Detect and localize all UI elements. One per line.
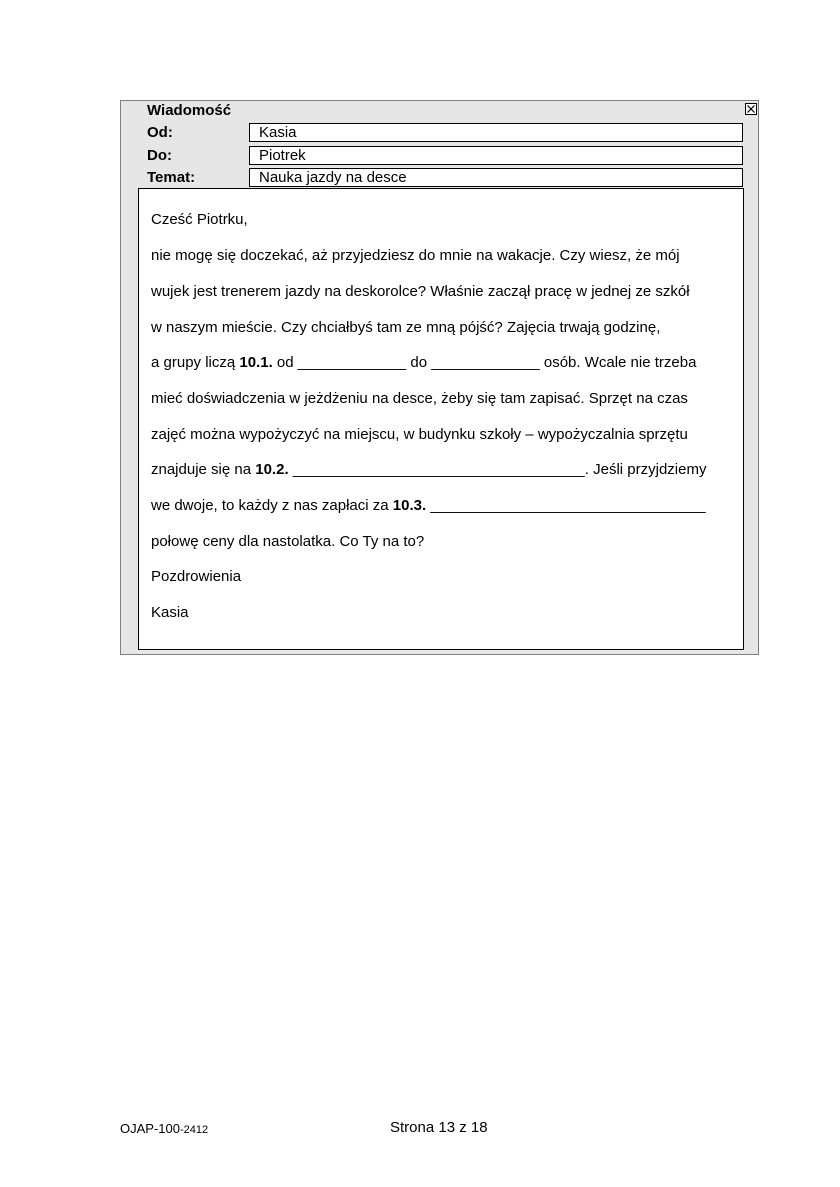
letter-line-1: nie mogę się doczekać, aż przyjedziesz do mnie na wakacje. Czy wiesz, że mój	[151, 247, 680, 264]
gap-10-1-number: 10.1.	[239, 354, 273, 371]
letter-greeting: Cześć Piotrku,	[151, 211, 248, 228]
letter-line-3: w naszym mieście. Czy chciałbyś tam ze mną pójść? Zajęcia trwają godzinę,	[151, 319, 661, 336]
exam-code-mid: 100	[158, 1121, 180, 1136]
message-window	[120, 100, 759, 655]
gap-10-3-number: 10.3.	[392, 497, 427, 514]
letter-closing: Pozdrowienia	[151, 568, 242, 585]
to-label: Do:	[147, 147, 172, 164]
exam-code-suffix: -2412	[180, 1124, 209, 1136]
letter-line-2: wujek jest trenerem jazdy na deskorolce? Właśnie zaczął pracę w jednej ze szkół	[151, 283, 690, 300]
exam-code	[120, 1121, 208, 1136]
letter-line-7-start: znajduje się na	[151, 461, 256, 478]
message-body[interactable]	[138, 188, 744, 650]
exam-code-prefix: OJAP-	[120, 1121, 159, 1136]
letter-line-4-start: a grupy liczą	[151, 354, 240, 371]
letter-line-4-end: od _____________ do _____________ osób. Wcale nie trzeba	[272, 354, 697, 371]
letter-line-6: zajęć można wypożyczyć na miejscu, w budynku szkoły – wypożyczalnia sprzętu	[151, 426, 688, 443]
subject-label: Temat:	[147, 169, 196, 186]
letter-signature: Kasia	[151, 604, 189, 621]
to-field[interactable]: Piotrek	[249, 146, 743, 165]
from-label: Od:	[147, 124, 173, 141]
letter-line-7	[151, 461, 706, 479]
letter-line-4	[151, 354, 696, 372]
letter-line-8	[151, 497, 706, 515]
window-title: Wiadomość	[147, 102, 232, 119]
gap-10-2-number: 10.2.	[255, 461, 289, 478]
letter-line-9: połowę ceny dla nastolatka. Co Ty na to?	[151, 533, 425, 550]
subject-field[interactable]: Nauka jazdy na desce	[249, 168, 743, 187]
page-number: Strona 13 z 18	[390, 1119, 488, 1136]
letter-line-7-end: ___________________________________. Jeśli przyjdziemy	[288, 461, 707, 478]
close-x-icon[interactable]	[745, 103, 757, 115]
from-field[interactable]: Kasia	[249, 123, 743, 142]
letter-line-8-end: _________________________________	[426, 497, 706, 514]
letter-line-5: mieć doświadczenia w jeżdżeniu na desce, żeby się tam zapisać. Sprzęt na czas	[151, 390, 688, 407]
letter-line-8-start: we dwoje, to każdy z nas zapłaci za	[151, 497, 393, 514]
